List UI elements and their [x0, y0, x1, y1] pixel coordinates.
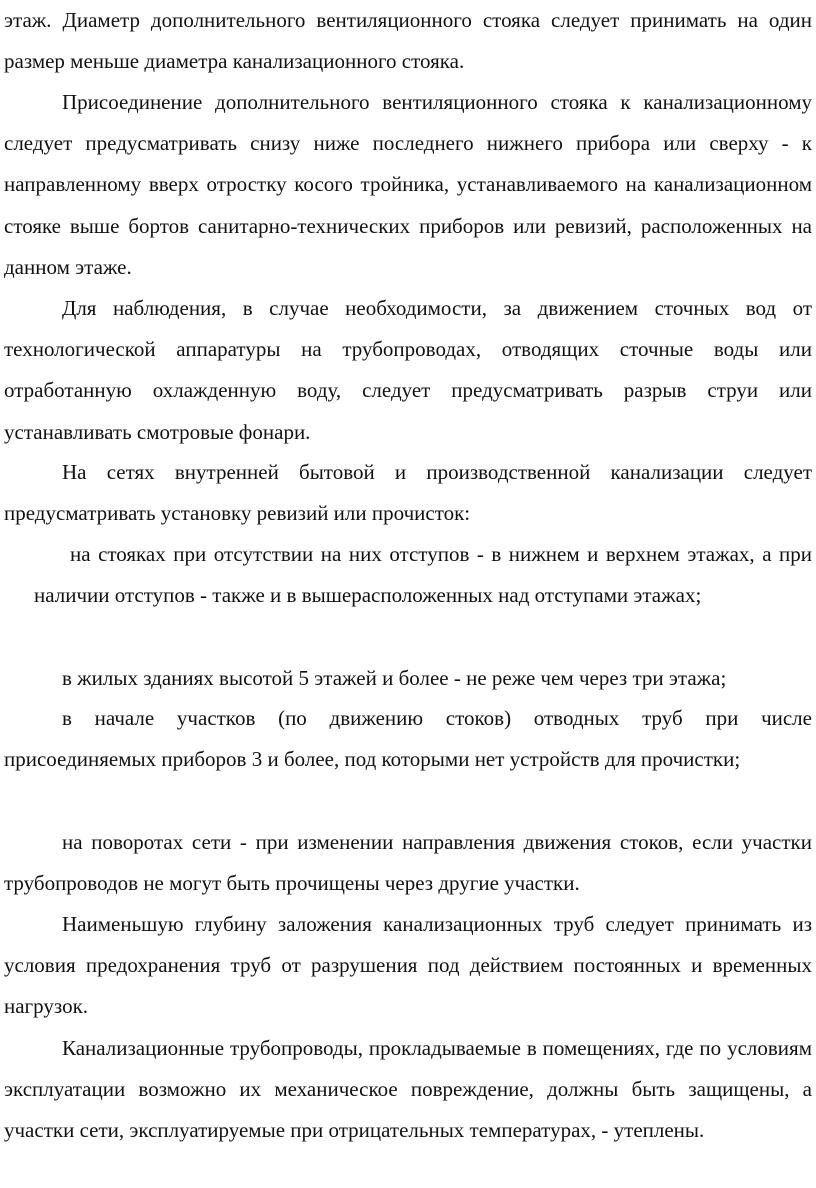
list-item-residential: в жилых зданиях высотой 5 этажей и более - не реже чем через три этажа; [62, 666, 727, 690]
list-item-risers: на стояках при отсутствии на них отступов - в нижнем и верхнем этажах, а при наличии отступов - также и в вышерасположенных над отступами этажах; [34, 542, 812, 608]
paragraph-continuation: этаж. Диаметр дополнительного вентиляционного стояка следует принимать на один размер меньше диаметра канализационного стояка. [4, 8, 812, 74]
paragraph-vent-stack-connection: Присоединение дополнительного вентиляционного стояка к канализационному следует предусматривать снизу ниже последнего нижнего прибора или сверху - к направленному вверх отростку косого тройника, устанавливаемого на канализационном стояке выше бортов санитарно-технических приборов или ревизий, расположенных на данном этаже. [4, 90, 812, 279]
list-item-turns: на поворотах сети - при изменении направления движения стоков, если участки трубопроводов не могут быть прочищены через другие участки. [4, 830, 812, 896]
paragraph-revisions-intro: На сетях внутренней бытовой и производственной канализации следует предусматривать установку ревизий или прочисток: [4, 460, 812, 526]
paragraph-protection: Канализационные трубопроводы, прокладываемые в помещениях, где по условиям эксплуатации возможно их механическое повреждение, должны быть защищены, а участки сети, эксплуатируемые при отрицательных температурах, - утеплены. [4, 1036, 812, 1143]
list-item-section-start: в начале участков (по движению стоков) отводных труб при числе присоединяемых приборов 3 и более, под которыми нет устройств для прочистки; [4, 706, 812, 772]
paragraph-observation: Для наблюдения, в случае необходимости, за движением сточных вод от технологической аппаратуры на трубопроводах, отводящих сточные воды или отработанную охлажденную воду, следует предусматривать разрыв струи или устанавливать смотровые фонари. [4, 296, 812, 444]
paragraph-depth: Наименьшую глубину заложения канализационных труб следует принимать из условия предохранения труб от разрушения под действием постоянных и временных нагрузок. [4, 912, 812, 1019]
